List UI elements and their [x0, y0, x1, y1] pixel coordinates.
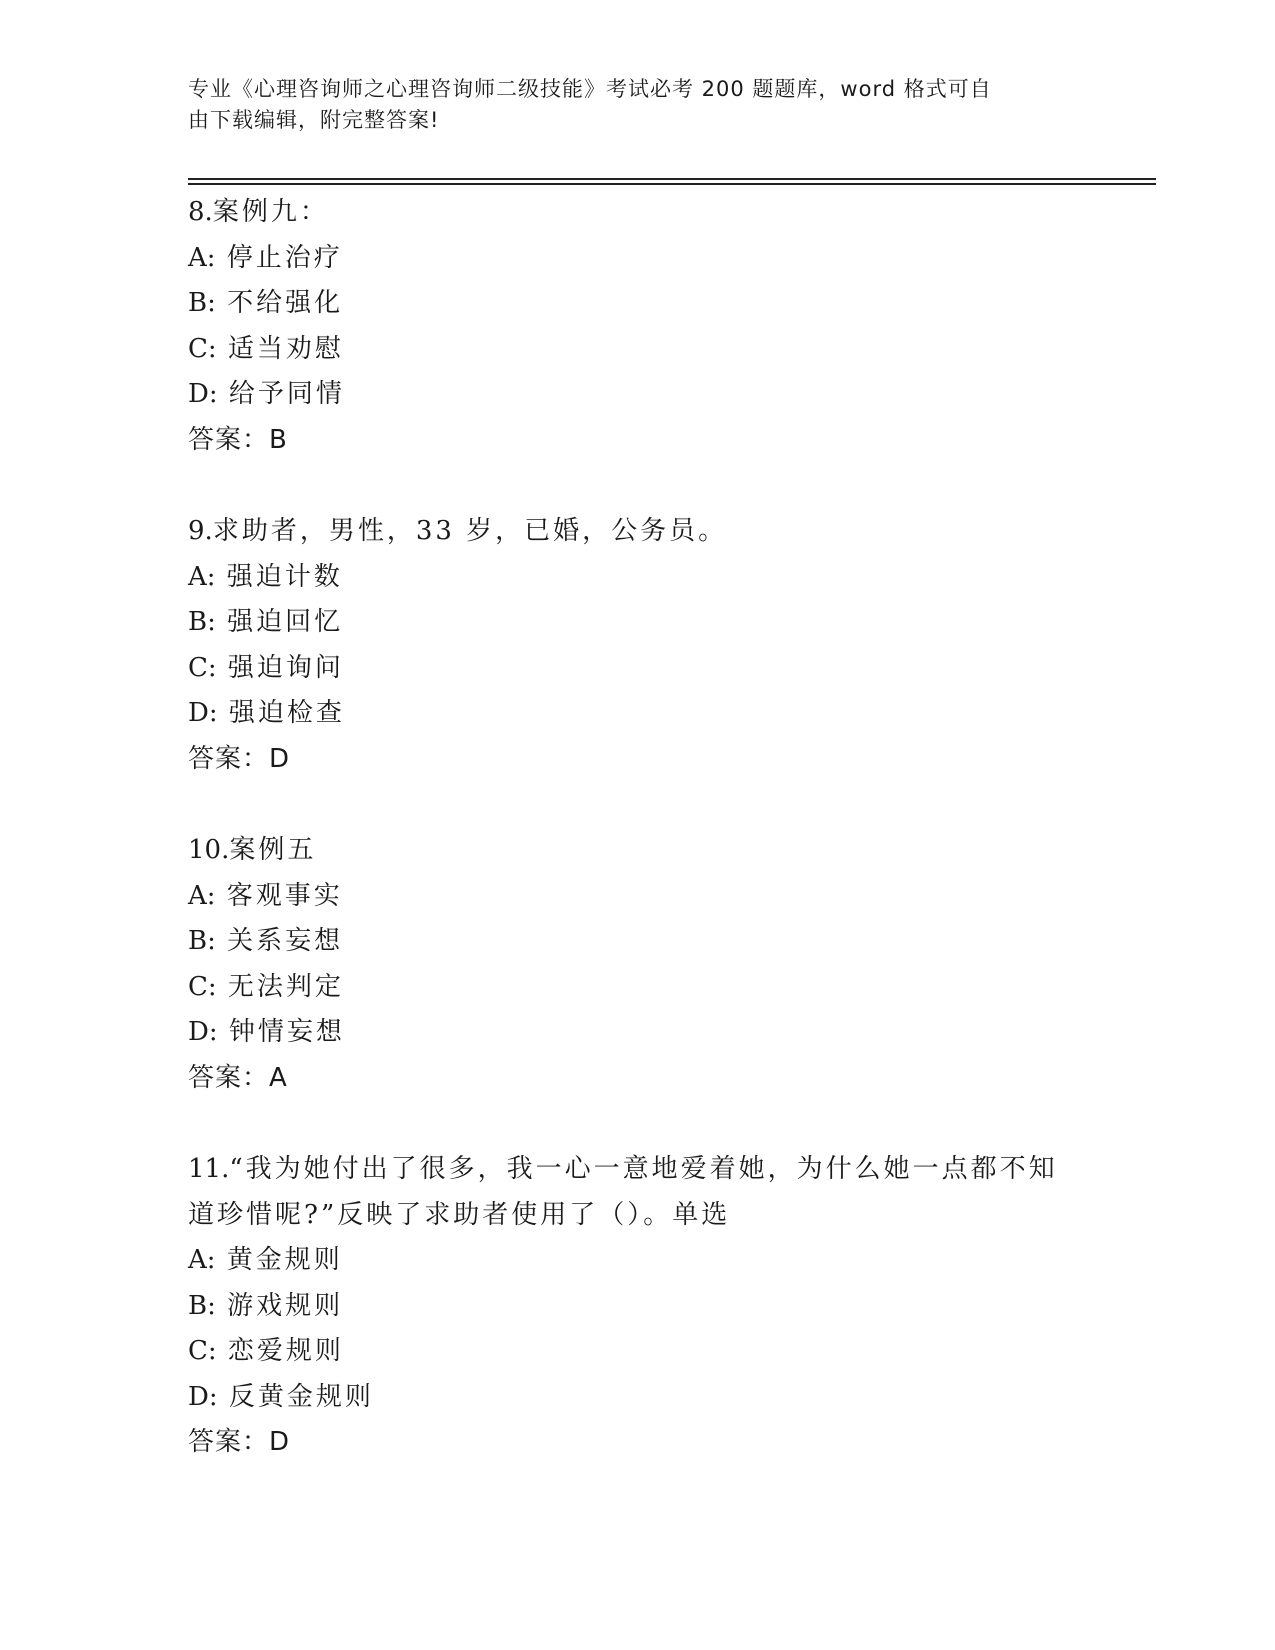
- option-key: C:: [188, 1336, 217, 1366]
- option-b: [188, 919, 1148, 965]
- option-text: 关系妄想: [215, 926, 344, 956]
- question-title: [188, 828, 1148, 874]
- question-text: “我为她付出了很多，我一心一意地爱着她，为什么她一点都不知: [229, 1154, 1058, 1184]
- header-line-2: 由下载编辑，附完整答案!: [188, 108, 440, 132]
- option-a: [188, 1238, 1148, 1284]
- option-text: 客观事实: [215, 880, 343, 911]
- option-key: B:: [188, 288, 216, 318]
- option-key: A:: [188, 242, 216, 273]
- option-text: 不给强化: [215, 288, 344, 318]
- option-text: 适当劝慰: [216, 333, 344, 364]
- question-title: [188, 190, 1148, 236]
- option-text: 黄金规则: [215, 1245, 343, 1275]
- option-key: B:: [188, 926, 216, 956]
- option-c: [188, 965, 1148, 1011]
- answer-line: 答案：A: [188, 1062, 288, 1093]
- question-9: [188, 509, 1148, 782]
- option-d: [188, 691, 1148, 737]
- option-text: 强迫计数: [215, 561, 343, 592]
- option-key: A:: [188, 1245, 216, 1275]
- option-text: 反黄金规则: [217, 1381, 374, 1412]
- option-d: [188, 1375, 1148, 1421]
- question-number: 9.: [188, 516, 213, 546]
- option-c: [188, 646, 1148, 692]
- option-key: A:: [188, 880, 216, 911]
- question-number: 11.: [188, 1154, 230, 1184]
- option-d: [188, 372, 1148, 418]
- option-text: 给予同情: [217, 379, 345, 409]
- answer-line: 答案：D: [188, 1427, 291, 1457]
- option-a: [188, 555, 1148, 601]
- question-title-continued: 道珍惜呢?”反映了求助者使用了（）。单选: [188, 1199, 731, 1230]
- option-b: [188, 281, 1148, 327]
- question-number: 10.: [188, 835, 230, 865]
- option-key: C:: [188, 971, 217, 1002]
- option-key: C:: [188, 333, 217, 364]
- option-text: 强迫回忆: [215, 607, 344, 637]
- option-key: D:: [188, 1017, 218, 1047]
- question-10: [188, 828, 1148, 1101]
- option-key: C:: [188, 652, 217, 683]
- question-text: 案例五: [229, 835, 317, 865]
- header-divider-top: [188, 178, 1156, 180]
- option-b: [188, 1284, 1148, 1330]
- option-text: 无法判定: [216, 971, 344, 1002]
- document-header: [188, 74, 1068, 136]
- header-divider-bottom: [188, 183, 1156, 185]
- option-c: [188, 1329, 1148, 1375]
- answer-line: 答案：B: [188, 424, 288, 455]
- question-8: [188, 190, 1148, 463]
- option-a: [188, 236, 1148, 282]
- question-title: [188, 509, 1148, 555]
- option-key: B:: [188, 607, 216, 637]
- option-text: 恋爱规则: [216, 1336, 344, 1366]
- option-key: A:: [188, 561, 216, 592]
- option-key: B:: [188, 1290, 216, 1321]
- option-d: [188, 1010, 1148, 1056]
- option-text: 游戏规则: [215, 1290, 344, 1321]
- option-text: 强迫检查: [217, 698, 345, 728]
- question-text: 求助者，男性，33 岁，已婚，公务员。: [212, 516, 728, 546]
- option-a: [188, 874, 1148, 920]
- option-text: 钟情妄想: [217, 1017, 345, 1047]
- option-key: D:: [188, 1381, 218, 1412]
- option-text: 停止治疗: [215, 242, 343, 273]
- question-11: [188, 1147, 1148, 1466]
- answer-line: 答案：D: [188, 743, 291, 774]
- option-b: [188, 600, 1148, 646]
- question-title: [188, 1147, 1148, 1193]
- option-key: D:: [188, 379, 218, 409]
- header-line-1: 专业《心理咨询师之心理咨询师二级技能》考试必考 200 题题库，word 格式可自: [188, 77, 992, 101]
- option-key: D:: [188, 698, 218, 728]
- option-text: 强迫询问: [216, 652, 344, 683]
- question-text: 案例九：: [212, 197, 329, 227]
- option-c: [188, 327, 1148, 373]
- question-number: 8.: [188, 197, 213, 227]
- question-list: [188, 190, 1148, 1512]
